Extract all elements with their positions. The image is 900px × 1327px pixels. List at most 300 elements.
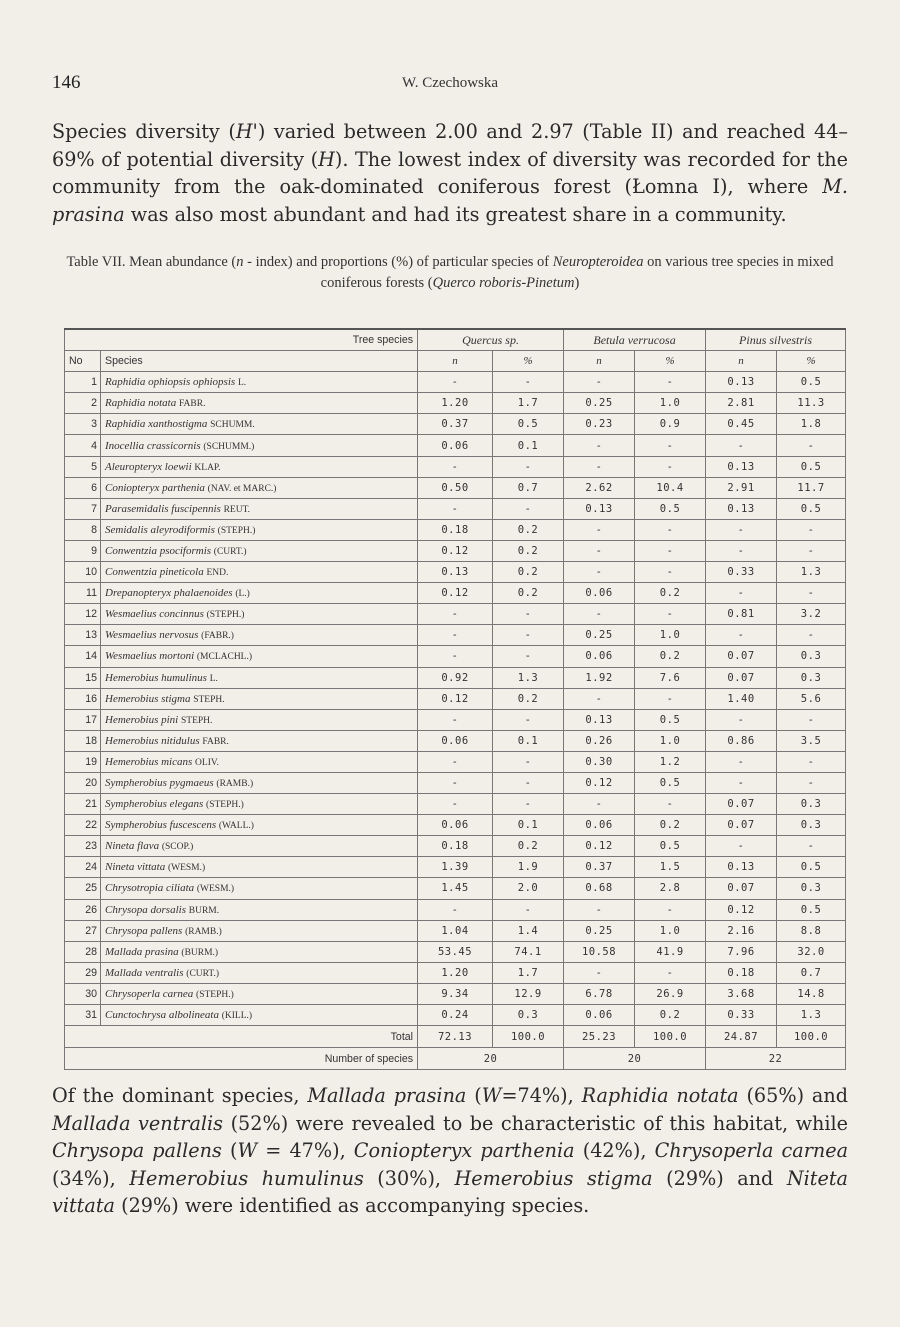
italic-run: H' (235, 120, 258, 143)
abundance-cell: 2.81 (706, 393, 777, 414)
text-run: =74%), (501, 1084, 582, 1107)
abundance-cell: 0.13 (564, 498, 635, 519)
proportion-cell: 0.5 (635, 709, 706, 730)
species-author: KLAP. (194, 462, 221, 473)
proportion-cell: 1.0 (635, 920, 706, 941)
table-row (65, 414, 846, 435)
text-run: (52%) were revealed to be characteristic of this habitat, while (223, 1111, 848, 1135)
total-row (65, 1026, 846, 1048)
total-cell: 100.0 (635, 1026, 706, 1048)
species-name: Mallada ventralis (105, 966, 184, 979)
species-cell (101, 899, 418, 920)
species-author: L. (237, 378, 247, 389)
abundance-cell: 0.92 (418, 667, 493, 688)
abundance-cell: - (418, 498, 493, 519)
proportion-cell: - (777, 625, 846, 646)
abundance-cell: 0.12 (564, 836, 635, 857)
abundance-cell: 0.33 (706, 562, 777, 583)
row-number: 28 (65, 941, 101, 962)
species-cell (101, 751, 418, 772)
table-row (65, 751, 846, 772)
species-author: SCHUMM. (210, 420, 255, 431)
proportion-cell: - (777, 583, 846, 604)
text-run: = 47%), (257, 1139, 354, 1162)
table-row (65, 393, 846, 414)
text-run: (42%), (574, 1139, 655, 1162)
abundance-cell: - (564, 435, 635, 456)
abundance-cell: - (706, 435, 777, 456)
italic-run: Hemerobius humulinus (129, 1166, 364, 1190)
abundance-cell: - (564, 688, 635, 709)
abundance-cell: 0.07 (706, 794, 777, 815)
table-row (65, 878, 846, 899)
abundance-cell: 10.58 (564, 941, 635, 962)
text-run: Table VII. Mean abundance ( (66, 254, 237, 270)
abundance-cell: - (418, 899, 493, 920)
species-author: STEPH. (193, 694, 225, 705)
row-number: 9 (65, 540, 101, 561)
proportion-cell: 0.2 (635, 583, 706, 604)
proportion-cell: - (493, 372, 564, 393)
table-header-row-2 (65, 351, 846, 372)
text-run: (65%) and (738, 1084, 848, 1107)
species-author: (STEPH.) (217, 525, 256, 536)
proportion-cell: - (777, 709, 846, 730)
abundance-cell: 0.07 (706, 815, 777, 836)
row-number: 30 (65, 983, 101, 1004)
table-row (65, 688, 846, 709)
proportion-cell: 1.5 (635, 857, 706, 878)
row-number: 27 (65, 920, 101, 941)
italic-run: W (237, 1139, 258, 1162)
row-number: 1 (65, 372, 101, 393)
table-row (65, 372, 846, 393)
table-row (65, 625, 846, 646)
proportion-cell: 0.5 (777, 857, 846, 878)
sub-header-n: n (706, 351, 777, 372)
abundance-cell: - (706, 519, 777, 540)
species-name: Hemerobius nitidulus (105, 734, 200, 747)
species-author: (STEPH.) (196, 989, 234, 1000)
abundance-cell: 0.12 (564, 772, 635, 793)
proportion-cell: - (777, 772, 846, 793)
abundance-table (64, 328, 846, 1070)
species-author: (BURM.) (181, 947, 219, 958)
table-row (65, 519, 846, 540)
abundance-cell: 6.78 (564, 983, 635, 1004)
abundance-cell: 53.45 (418, 941, 493, 962)
species-name: Chrysopa pallens (105, 924, 183, 937)
proportion-cell: 1.4 (493, 920, 564, 941)
species-author: (RAMB.) (185, 926, 222, 937)
species-name: Raphidia notata (105, 397, 177, 410)
proportion-cell: 11.3 (777, 393, 846, 414)
paragraph-diversity (52, 118, 848, 228)
abundance-cell: 2.62 (564, 477, 635, 498)
abundance-cell: 0.06 (418, 730, 493, 751)
proportion-cell: - (493, 498, 564, 519)
proportion-cell: 1.0 (635, 393, 706, 414)
text-run: Of the dominant species, (52, 1084, 308, 1107)
total-cell: 25.23 (564, 1026, 635, 1048)
species-name: Parasemidalis fuscipennis (105, 502, 221, 515)
abundance-cell: - (564, 519, 635, 540)
text-run: ( (221, 1139, 238, 1162)
proportion-cell: 0.2 (493, 540, 564, 561)
species-name: Sympherobius elegans (105, 798, 204, 811)
italic-run: Mallada ventralis (52, 1111, 224, 1135)
row-number: 16 (65, 688, 101, 709)
proportion-cell: 11.7 (777, 477, 846, 498)
number-of-species-row (65, 1048, 846, 1070)
proportion-cell: 10.4 (635, 477, 706, 498)
species-cell (101, 667, 418, 688)
proportion-cell: 0.2 (493, 688, 564, 709)
proportion-cell: 7.6 (635, 667, 706, 688)
species-cell (101, 730, 418, 751)
proportion-cell: 0.7 (777, 962, 846, 983)
proportion-cell: 0.3 (493, 1005, 564, 1026)
italic-run: Chrysoperla carnea (654, 1139, 849, 1162)
abundance-cell: 0.13 (564, 709, 635, 730)
row-number: 24 (65, 857, 101, 878)
page-header (52, 72, 848, 102)
species-cell (101, 562, 418, 583)
species-cell (101, 815, 418, 836)
number-of-species-cell: 22 (706, 1048, 846, 1070)
species-name: Conwentzia psociformis (105, 544, 212, 557)
table-row (65, 456, 846, 477)
proportion-cell: - (493, 772, 564, 793)
table-row (65, 709, 846, 730)
abundance-cell: - (418, 625, 493, 646)
table-row (65, 562, 846, 583)
species-author: (WESM.) (167, 863, 206, 874)
italic-run: n (236, 254, 244, 270)
species-name: Raphidia ophiopsis ophiopsis (105, 376, 236, 389)
proportion-cell: 5.6 (777, 688, 846, 709)
italic-run: W (481, 1084, 502, 1107)
abundance-cell: 1.39 (418, 857, 493, 878)
abundance-cell: 0.12 (418, 540, 493, 561)
abundance-cell: - (418, 772, 493, 793)
species-name: Nineta flava (105, 840, 160, 853)
italic-run: Coniopteryx parthenia (353, 1139, 575, 1162)
abundance-cell: 0.07 (706, 646, 777, 667)
proportion-cell: 0.1 (493, 730, 564, 751)
row-number: 14 (65, 646, 101, 667)
species-name: Conwentzia pineticola (105, 566, 204, 579)
table-row (65, 730, 846, 751)
species-name: Hemerobius humulinus (105, 671, 207, 684)
abundance-cell: 0.13 (706, 456, 777, 477)
abundance-cell: - (706, 751, 777, 772)
row-number: 11 (65, 583, 101, 604)
table-row (65, 667, 846, 688)
abundance-cell: - (564, 962, 635, 983)
abundance-cell: 0.12 (706, 899, 777, 920)
species-name: Semidalis aleyrodiformis (105, 523, 215, 536)
abundance-cell: - (706, 709, 777, 730)
proportion-cell: 14.8 (777, 983, 846, 1004)
table-row (65, 794, 846, 815)
abundance-cell: 2.91 (706, 477, 777, 498)
species-author: (NAV. et MARC.) (207, 483, 277, 494)
species-author: END. (206, 568, 229, 579)
species-author: (FABR.) (201, 631, 234, 642)
abundance-cell: 0.86 (706, 730, 777, 751)
page-number: 146 (52, 72, 81, 93)
table-row (65, 477, 846, 498)
table-row (65, 857, 846, 878)
species-name: Inocellia crassicornis (105, 439, 201, 452)
sub-header-n: n (418, 351, 493, 372)
species-author: BURM. (188, 905, 220, 916)
row-number: 5 (65, 456, 101, 477)
abundance-cell: 3.68 (706, 983, 777, 1004)
proportion-cell: 0.2 (493, 519, 564, 540)
text-run: ( (466, 1084, 482, 1107)
proportion-cell: 0.3 (777, 794, 846, 815)
species-cell (101, 456, 418, 477)
proportion-cell: - (493, 709, 564, 730)
row-number: 20 (65, 772, 101, 793)
proportion-cell: - (635, 372, 706, 393)
species-name: Chrysopa dorsalis (105, 903, 186, 916)
species-cell (101, 1005, 418, 1026)
abundance-cell: 0.06 (564, 815, 635, 836)
abundance-cell: 0.13 (706, 857, 777, 878)
proportion-cell: 0.3 (777, 646, 846, 667)
proportion-cell: 1.3 (777, 1005, 846, 1026)
proportion-cell: 0.3 (777, 878, 846, 899)
row-number: 7 (65, 498, 101, 519)
proportion-cell: - (635, 899, 706, 920)
species-cell (101, 435, 418, 456)
abundance-cell: - (564, 540, 635, 561)
no-column-header: No (65, 351, 101, 372)
abundance-cell: 0.13 (706, 498, 777, 519)
proportion-cell: 1.3 (777, 562, 846, 583)
paragraph-dominant-species (52, 1082, 848, 1220)
abundance-cell: 0.18 (418, 836, 493, 857)
species-author: (L.) (235, 589, 250, 600)
abundance-cell: 0.12 (418, 583, 493, 604)
abundance-cell: - (564, 562, 635, 583)
table-body (65, 372, 846, 1026)
proportion-cell: 0.1 (493, 435, 564, 456)
abundance-cell: - (418, 751, 493, 772)
species-cell (101, 604, 418, 625)
abundance-cell: 0.06 (564, 583, 635, 604)
species-name: Coniopteryx parthenia (105, 481, 205, 494)
species-cell (101, 772, 418, 793)
abundance-cell: 0.07 (706, 667, 777, 688)
abundance-cell: - (418, 604, 493, 625)
row-number: 4 (65, 435, 101, 456)
abundance-cell: 0.25 (564, 625, 635, 646)
proportion-cell: 8.8 (777, 920, 846, 941)
proportion-cell: 1.3 (493, 667, 564, 688)
table-row (65, 1005, 846, 1026)
species-cell (101, 646, 418, 667)
abundance-cell: 7.96 (706, 941, 777, 962)
abundance-cell: 0.25 (564, 920, 635, 941)
abundance-cell: 1.45 (418, 878, 493, 899)
species-cell (101, 920, 418, 941)
row-number: 18 (65, 730, 101, 751)
proportion-cell: - (635, 962, 706, 983)
species-cell (101, 414, 418, 435)
proportion-cell: - (777, 751, 846, 772)
running-head-author: W. Czechowska (401, 75, 499, 91)
proportion-cell: - (777, 540, 846, 561)
species-cell (101, 709, 418, 730)
species-name: Sympherobius fuscescens (105, 819, 217, 832)
proportion-cell: 74.1 (493, 941, 564, 962)
species-author: (MCLACHL.) (196, 652, 253, 663)
row-number: 10 (65, 562, 101, 583)
proportion-cell: 0.5 (635, 498, 706, 519)
text-run: ) (574, 275, 580, 291)
abundance-cell: 0.06 (418, 815, 493, 836)
sub-header-n: n (564, 351, 635, 372)
species-cell (101, 372, 418, 393)
row-number: 2 (65, 393, 101, 414)
abundance-cell: 0.06 (564, 1005, 635, 1026)
abundance-cell: 0.13 (418, 562, 493, 583)
proportion-cell: - (493, 604, 564, 625)
proportion-cell: 1.2 (635, 751, 706, 772)
abundance-cell: - (706, 772, 777, 793)
abundance-cell: - (564, 456, 635, 477)
abundance-cell: 0.07 (706, 878, 777, 899)
abundance-cell: - (418, 456, 493, 477)
proportion-cell: 2.8 (635, 878, 706, 899)
proportion-cell: - (635, 794, 706, 815)
abundance-cell: 1.40 (706, 688, 777, 709)
species-name: Wesmaelius nervosus (105, 629, 199, 642)
table-row (65, 540, 846, 561)
species-name: Cunctochrysa albolineata (105, 1009, 219, 1022)
species-author: (CURT.) (186, 968, 220, 979)
abundance-cell: 0.23 (564, 414, 635, 435)
abundance-cell: 0.18 (706, 962, 777, 983)
proportion-cell: - (493, 751, 564, 772)
species-name: Nineta vittata (105, 861, 166, 874)
proportion-cell: 0.2 (635, 815, 706, 836)
proportion-cell: 1.0 (635, 625, 706, 646)
abundance-cell: 9.34 (418, 983, 493, 1004)
text-run: ) varied between 2.00 and 2.97 (Table II) and reached 44–69% of potential diversity ( (52, 120, 849, 171)
proportion-cell: - (493, 625, 564, 646)
row-number: 25 (65, 878, 101, 899)
proportion-cell: 0.5 (493, 414, 564, 435)
proportion-cell: - (635, 604, 706, 625)
sub-header-pct: % (635, 351, 706, 372)
text-run: ). The lowest index of diversity was recorded for the community from the oak-dominated coniferous forest (Łomna I), where (52, 147, 848, 198)
proportion-cell: - (493, 794, 564, 815)
abundance-cell: 0.37 (564, 857, 635, 878)
row-number: 29 (65, 962, 101, 983)
italic-run: H (318, 147, 335, 171)
table-caption (60, 252, 840, 294)
abundance-cell: 1.92 (564, 667, 635, 688)
row-number: 21 (65, 794, 101, 815)
species-author: (STEPH.) (206, 800, 244, 811)
species-name: Chrysoperla carnea (105, 987, 194, 1000)
table-header-row-1 (65, 329, 846, 351)
proportion-cell: 2.0 (493, 878, 564, 899)
sub-header-pct: % (493, 351, 564, 372)
abundance-cell: 0.45 (706, 414, 777, 435)
species-author: (WESM.) (196, 884, 235, 895)
proportion-cell: - (777, 519, 846, 540)
proportion-cell: - (493, 899, 564, 920)
italic-run: Niteta vittata (52, 1166, 848, 1217)
abundance-cell: - (706, 836, 777, 857)
abundance-cell: - (564, 604, 635, 625)
species-cell (101, 836, 418, 857)
proportion-cell: 1.0 (635, 730, 706, 751)
abundance-cell: 0.26 (564, 730, 635, 751)
abundance-cell: - (564, 372, 635, 393)
table-row (65, 941, 846, 962)
proportion-cell: 0.5 (777, 899, 846, 920)
species-name: Hemerobius pini (105, 713, 179, 726)
table-row (65, 920, 846, 941)
species-column-header: Species (101, 351, 418, 372)
abundance-cell: 0.37 (418, 414, 493, 435)
species-cell (101, 477, 418, 498)
italic-run: Mallada prasina (307, 1084, 467, 1107)
proportion-cell: 1.7 (493, 393, 564, 414)
proportion-cell: - (635, 456, 706, 477)
abundance-cell: 1.20 (418, 393, 493, 414)
species-name: Raphidia xanthostigma (105, 418, 208, 431)
tree-species-label: Tree species (65, 329, 418, 351)
abundance-cell: - (706, 583, 777, 604)
italic-run: Neuropteroidea (552, 254, 644, 270)
proportion-cell: 0.5 (777, 456, 846, 477)
abundance-cell: 0.25 (564, 393, 635, 414)
total-cell: 24.87 (706, 1026, 777, 1048)
table-row (65, 983, 846, 1004)
row-number: 8 (65, 519, 101, 540)
table-row (65, 498, 846, 519)
abundance-cell: 0.12 (418, 688, 493, 709)
proportion-cell: - (635, 435, 706, 456)
row-number: 13 (65, 625, 101, 646)
proportion-cell: 0.2 (493, 583, 564, 604)
abundance-cell: 0.24 (418, 1005, 493, 1026)
abundance-cell: 0.68 (564, 878, 635, 899)
proportion-cell: 0.5 (777, 498, 846, 519)
sub-header-pct: % (777, 351, 846, 372)
italic-run: Chrysopa pallens (52, 1139, 222, 1162)
group-header-pinus: Pinus silvestris (706, 329, 846, 351)
species-author: (SCOP.) (161, 842, 194, 853)
proportion-cell: - (635, 540, 706, 561)
species-author: REUT. (223, 504, 251, 515)
proportion-cell: 0.2 (493, 836, 564, 857)
proportion-cell: 0.5 (635, 836, 706, 857)
species-name: Wesmaelius mortoni (105, 650, 195, 663)
species-cell (101, 688, 418, 709)
species-cell (101, 583, 418, 604)
text-run: (30%), (363, 1166, 455, 1190)
abundance-cell: - (706, 625, 777, 646)
